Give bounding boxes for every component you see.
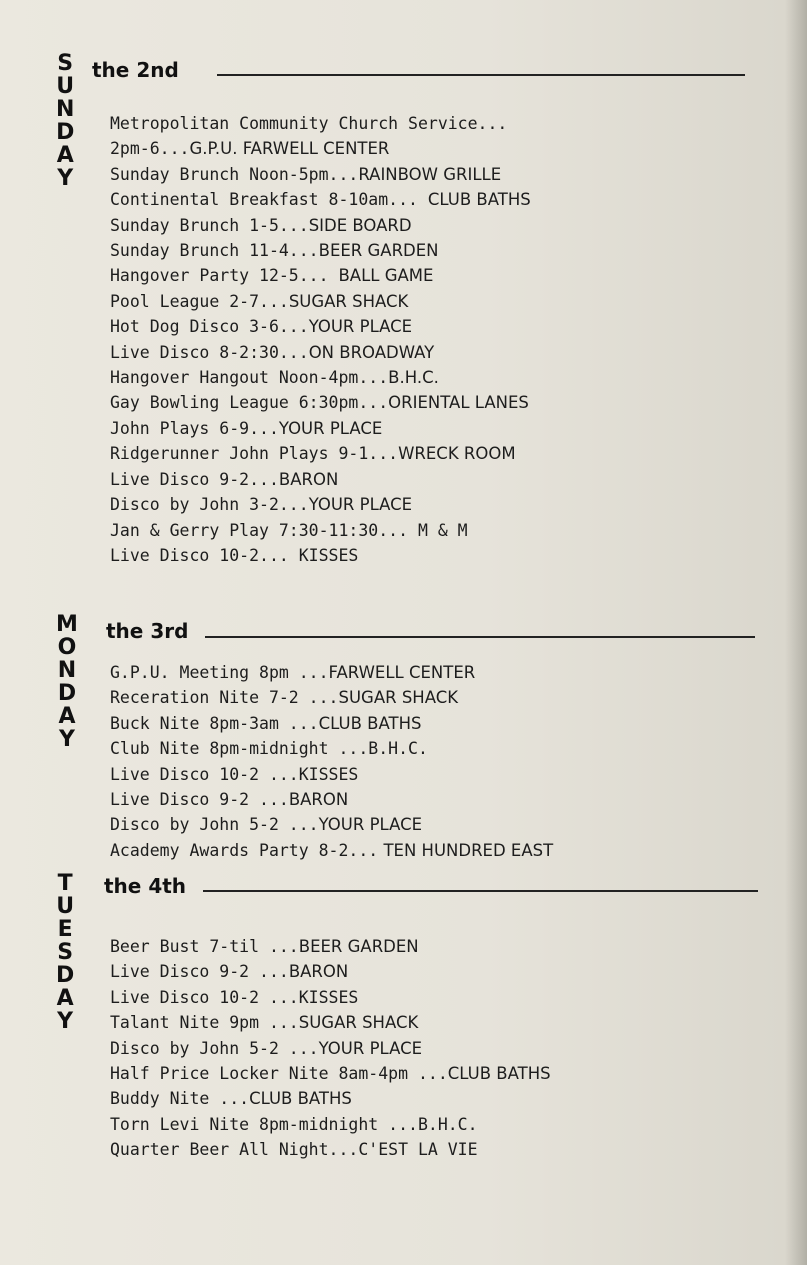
event-text: Club Nite 8pm-midnight ...B.H.C.: [110, 739, 428, 759]
event-item: [110, 959, 551, 984]
event-item: [110, 1137, 551, 1162]
event-item: [110, 787, 553, 812]
event-venue: BARON: [288, 790, 349, 810]
day-letter: Y: [58, 727, 75, 752]
event-venue: CLUB BATHS: [447, 1064, 551, 1084]
day-letter: S: [57, 940, 74, 965]
date-header: the 3rd: [106, 619, 189, 643]
event-venue: CLUB BATHS: [427, 190, 531, 210]
event-item: [110, 492, 531, 517]
event-item: [110, 1061, 551, 1086]
event-text: John Plays 6-9...: [110, 418, 279, 438]
event-item: [110, 711, 553, 736]
event-text: Beer Bust 7-til ...: [110, 937, 299, 956]
event-venue: YOUR PLACE: [308, 495, 413, 515]
event-venue: SIDE BOARD: [308, 215, 412, 235]
event-item: [110, 1112, 551, 1137]
event-venue: SUGAR SHACK: [338, 688, 459, 708]
day-letter: A: [58, 704, 76, 729]
event-item: [110, 812, 553, 837]
event-item: [110, 365, 531, 390]
event-item: [110, 985, 551, 1010]
event-text: Metropolitan Community Church Service...: [110, 114, 508, 133]
event-item: [110, 467, 531, 492]
event-item: [110, 136, 531, 161]
event-venue: CLUB BATHS: [249, 1089, 352, 1109]
event-venue: YOUR PLACE: [318, 815, 423, 835]
event-text: Disco by John 5-2 ...: [110, 815, 319, 835]
event-text: Buck Nite 8pm-3am ...: [110, 713, 319, 733]
event-venue: BARON: [288, 962, 349, 982]
header-rule: [205, 636, 755, 638]
event-item: [110, 838, 553, 863]
event-text: Gay Bowling League 6:30pm...: [110, 393, 389, 413]
event-item: [110, 934, 551, 959]
event-list: [110, 934, 551, 1163]
event-text: Live Disco 9-2...: [110, 469, 279, 489]
event-text: Disco by John 3-2...: [110, 495, 309, 515]
event-item: [110, 263, 531, 288]
event-text: Sunday Brunch 1-5...: [110, 215, 309, 235]
event-text: Live Disco 10-2 ...KISSES: [110, 987, 359, 1007]
event-venue: SUGAR SHACK: [298, 1013, 419, 1033]
event-text: Quarter Beer All Night...C'EST LA VIE: [110, 1140, 478, 1160]
event-list: [110, 660, 553, 863]
event-item: [110, 314, 531, 339]
day-letter: N: [57, 658, 77, 683]
event-text: Hot Dog Disco 3-6...: [110, 317, 309, 337]
day-letter: D: [57, 681, 77, 706]
event-item: [110, 416, 531, 441]
event-venue: YOUR PLACE: [318, 1038, 423, 1058]
event-venue: B.H.C.: [388, 368, 439, 388]
event-item: [110, 1010, 551, 1035]
event-list: [110, 111, 531, 568]
event-venue: YOUR PLACE: [278, 418, 383, 438]
day-letter: O: [57, 635, 77, 660]
event-text: Sunday Brunch 11-4...: [110, 241, 319, 261]
event-venue: FARWELL CENTER: [328, 663, 476, 682]
event-text: G.P.U. Meeting 8pm ...: [110, 663, 329, 682]
date-header: the 4th: [104, 874, 187, 898]
event-item: [110, 736, 553, 761]
event-item: [110, 543, 531, 568]
event-text: Ridgerunner John Plays 9-1...: [110, 444, 399, 464]
day-letter: Y: [57, 166, 74, 191]
event-item: [110, 518, 531, 543]
event-item: [110, 213, 531, 238]
event-venue: ON BROADWAY: [308, 342, 435, 362]
event-item: [110, 390, 531, 415]
event-item: [110, 762, 553, 787]
day-letter: A: [56, 986, 74, 1011]
event-text: Academy Awards Party 8-2...: [110, 840, 379, 860]
event-item: [110, 238, 531, 263]
event-item: [110, 340, 531, 365]
page-edge-shadow: [785, 0, 807, 1265]
event-venue: BEER GARDEN: [298, 937, 419, 956]
event-text: Torn Levi Nite 8pm-midnight ...B.H.C.: [110, 1114, 478, 1134]
event-text: Continental Breakfast 8-10am...: [110, 190, 428, 210]
day-name-vertical: [56, 52, 74, 190]
day-letter: U: [56, 894, 75, 919]
event-text: Talant Nite 9pm ...: [110, 1013, 299, 1033]
event-item: [110, 187, 531, 212]
event-text: Buddy Nite ...: [110, 1089, 250, 1109]
event-item: [110, 660, 553, 685]
event-text: Pool League 2-7...: [110, 291, 289, 311]
day-letter: T: [57, 871, 73, 896]
event-venue: BEER GARDEN: [318, 241, 439, 261]
date-header: the 2nd: [92, 58, 179, 82]
day-letter: D: [56, 963, 75, 988]
event-item: [110, 111, 531, 136]
event-venue: BALL GAME: [338, 266, 434, 286]
event-venue: WRECK ROOM: [398, 444, 516, 464]
day-letter: D: [56, 120, 75, 145]
day-letter: N: [56, 97, 75, 122]
day-letter: U: [56, 74, 75, 99]
event-text: Jan & Gerry Play 7:30-11:30... M & M: [110, 520, 468, 540]
day-letter: Y: [57, 1009, 74, 1034]
event-text: Live Disco 9-2 ...: [110, 962, 289, 982]
event-text: Live Disco 8-2:30...: [110, 342, 309, 362]
day-letter: S: [57, 51, 74, 76]
event-item: [110, 289, 531, 314]
day-letter: E: [57, 917, 73, 942]
event-venue: TEN HUNDRED EAST: [378, 840, 554, 860]
header-rule: [203, 890, 758, 892]
day-letter: M: [56, 612, 78, 637]
event-text: Sunday Brunch Noon-5pm...: [110, 164, 359, 184]
event-venue: G.P.U. FARWELL CENTER: [189, 139, 390, 159]
event-item: [110, 162, 531, 187]
event-item: [110, 1086, 551, 1111]
event-text: 2pm-6...: [110, 139, 190, 159]
event-venue: RAINBOW GRILLE: [358, 164, 502, 184]
event-item: [110, 1036, 551, 1061]
event-text: Live Disco 9-2 ...: [110, 790, 289, 810]
event-text: Hangover Party 12-5...: [110, 266, 339, 286]
event-item: [110, 441, 531, 466]
header-rule: [217, 74, 745, 76]
event-venue: SUGAR SHACK: [288, 291, 409, 311]
event-text: Receration Nite 7-2 ...: [110, 688, 339, 708]
event-text: Live Disco 10-2 ...KISSES: [110, 764, 359, 784]
event-venue: CLUB BATHS: [318, 713, 422, 733]
event-venue: BARON: [278, 469, 339, 489]
day-name-vertical: [56, 872, 74, 1033]
event-text: Disco by John 5-2 ...: [110, 1038, 319, 1058]
event-item: [110, 685, 553, 710]
event-text: Live Disco 10-2... KISSES: [110, 545, 359, 565]
event-venue: YOUR PLACE: [308, 317, 413, 337]
event-text: Half Price Locker Nite 8am-4pm ...: [110, 1064, 448, 1084]
day-letter: A: [56, 143, 74, 168]
event-venue: ORIENTAL LANES: [388, 393, 529, 413]
day-name-vertical: [56, 613, 78, 751]
event-text: Hangover Hangout Noon-4pm...: [110, 368, 389, 388]
